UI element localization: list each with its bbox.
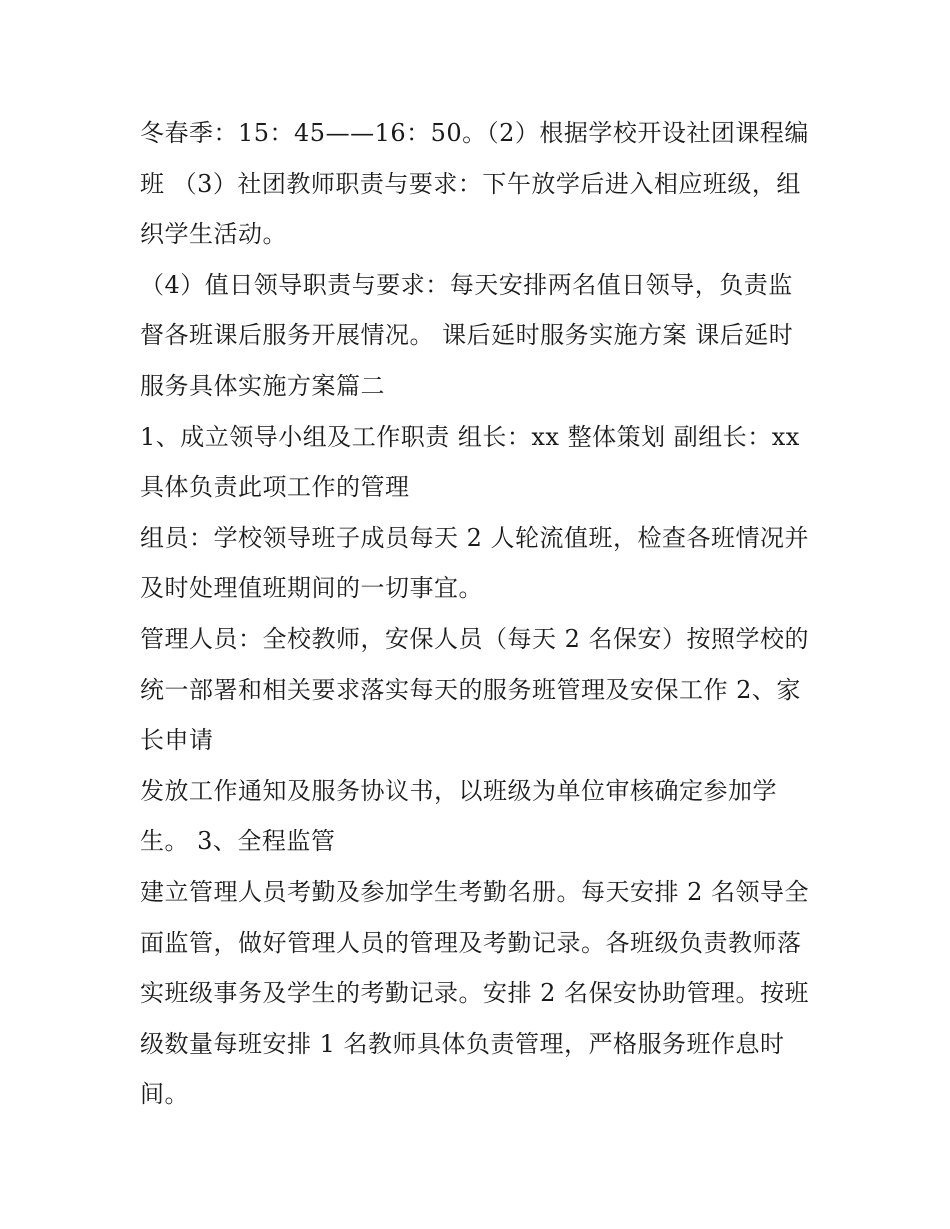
text-line: 面监管，做好管理人员的管理及考勤记录。各班级负责教师落 [140,928,802,957]
text-line: 间。 [140,1080,189,1109]
text-line: （4）值日领导职责与要求：每天安排两名值日领导，负责监 [140,270,793,299]
text-line: 及时处理值班期间的一切事宜。 [140,574,483,603]
text-line: 级数量每班安排 1 名教师具体负责管理，严格服务班作息时 [140,1029,785,1058]
text-line: 冬春季：15：45——16：50。（2）根据学校开设社团课程编 [140,119,809,147]
text-line: 1、成立领导小组及工作职责 组长：xx 整体策划 副组长：xx [140,422,800,451]
text-line: 统一部署和相关要求落实每天的服务班管理及安保工作 2、家 [140,675,801,704]
text-line: 建立管理人员考勤及参加学生考勤名册。每天安排 2 名领导全 [140,877,810,906]
text-line: 具体负责此项工作的管理 [140,473,410,502]
text-line: 组员：学校领导班子成员每天 2 人轮流值班，检查各班情况并 [140,523,810,552]
text-line: 实班级事务及学生的考勤记录。安排 2 名保安协助管理。按班 [140,979,810,1008]
text-line: 管理人员：全校教师，安保人员（每天 2 名保安）按照学校的 [140,624,810,653]
document-body [140,108,820,1120]
text-line: 督各班课后服务开展情况。 课后延时服务实施方案 课后延时 [140,321,794,350]
text-line: 发放工作通知及服务协议书，以班级为单位审核确定参加学 [140,776,777,805]
text-line: 织学生活动。 [140,220,287,249]
text-line: 服务具体实施方案篇二 [140,371,385,400]
text-line: 长申请 [140,726,214,755]
text-line: 班 （3）社团教师职责与要求：下午放学后进入相应班级，组 [140,169,801,198]
text-line: 生。 3、全程监管 [140,827,336,856]
